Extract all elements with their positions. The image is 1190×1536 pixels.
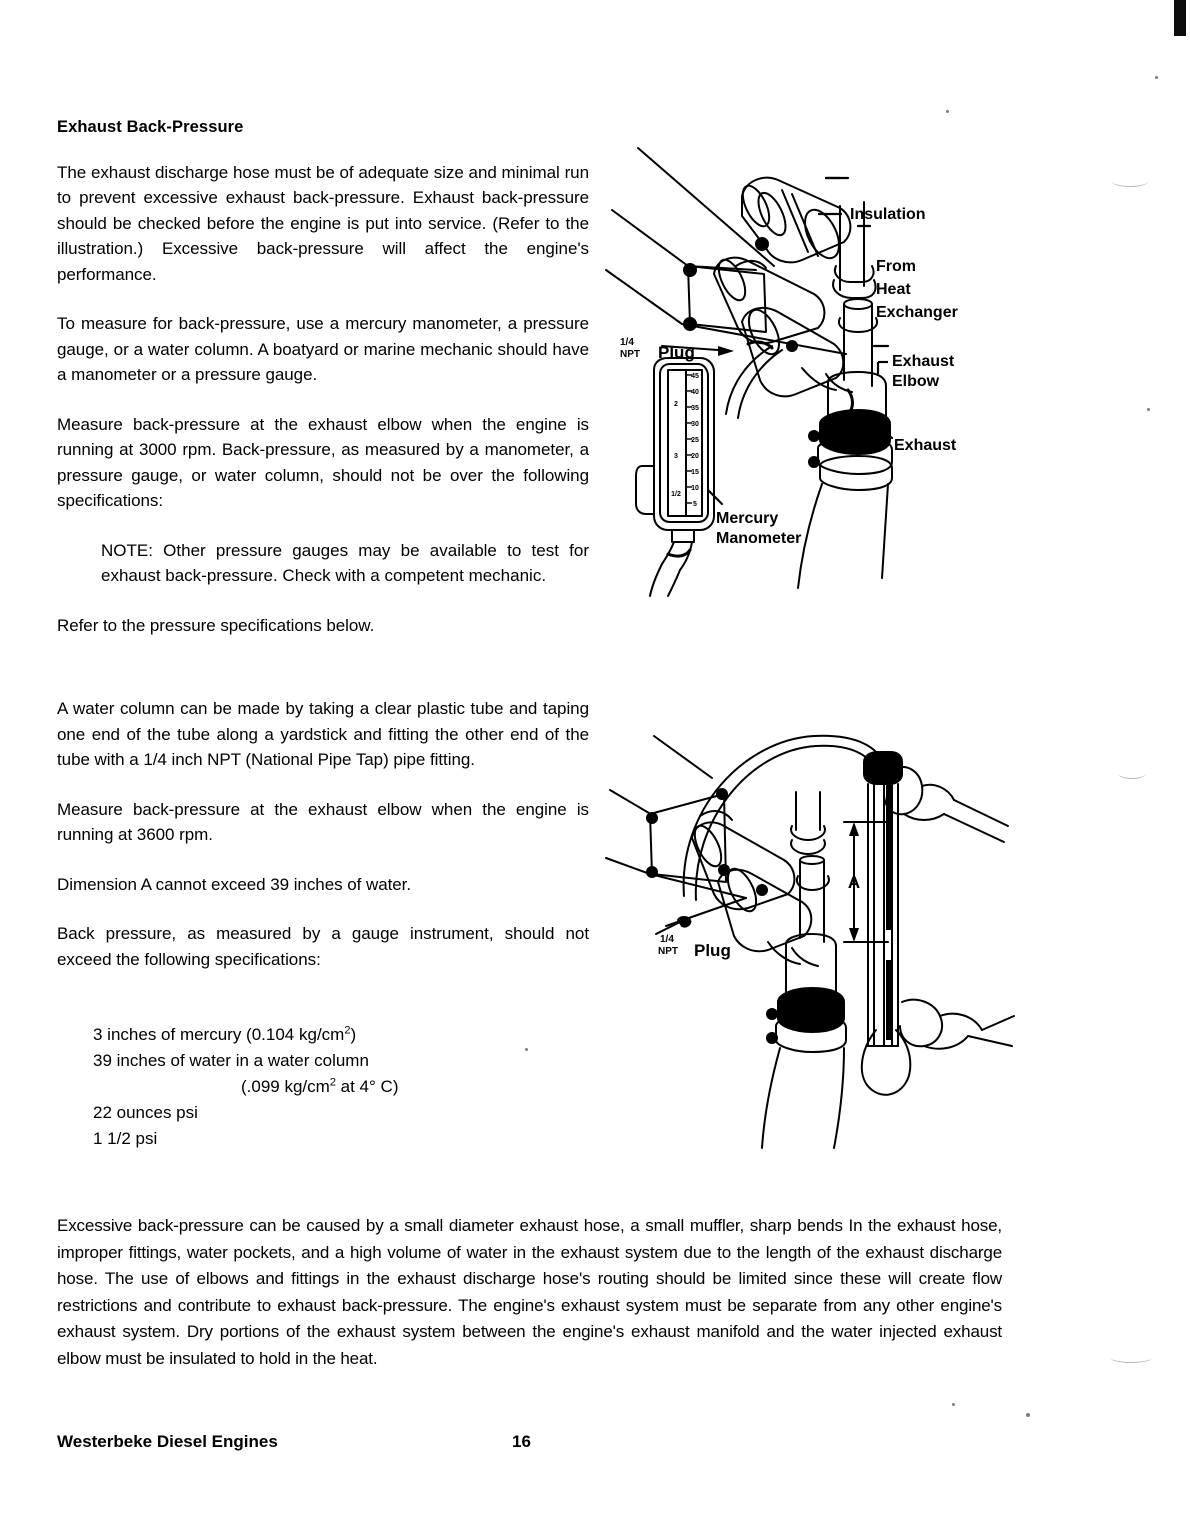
label-from: From: [876, 258, 916, 275]
label-exchanger: Exchanger: [876, 304, 958, 321]
page-title: Exhaust Back-Pressure: [57, 118, 244, 136]
svg-text:35: 35: [691, 405, 699, 412]
scan-smudge: [1118, 768, 1146, 779]
paragraph-measure-tools: To measure for back-pressure, use a mercury manometer, a pressure gauge, or a water column. A boatyard or marine mechanic should have a manometer or a pressure gauge.: [57, 314, 589, 385]
scan-speck: [1155, 76, 1158, 79]
footer-page-number: 16: [512, 1432, 531, 1451]
footer-manual-title: Westerbeke Diesel Engines: [57, 1432, 278, 1451]
spec-mercury-exponent: 2: [344, 1024, 351, 1037]
svg-text:3: 3: [674, 453, 678, 460]
spec-line-water-metric: [93, 1074, 553, 1100]
spec-line-mercury: [93, 1022, 553, 1048]
label-exhaust-elbow-1: Exhaust: [892, 353, 955, 370]
label-exhaust-elbow-2: Elbow: [892, 373, 940, 390]
label-mercury: Mercury: [716, 510, 779, 527]
svg-text:2: 2: [674, 401, 678, 408]
spec-line-water: 39 inches of water in a water column: [93, 1051, 369, 1070]
paragraph-water-column-build: A water column can be made by taking a clear plastic tube and taping one end of the tube along a yardstick and fitting the other end of the tube with a 1/4 inch NPT (National Pipe Tap) pipe fitting.: [57, 699, 589, 770]
paragraph-dimension-a: Dimension A cannot exceed 39 inches of water.: [57, 874, 412, 894]
spec-mercury-post: ): [350, 1025, 357, 1044]
svg-text:20: 20: [691, 453, 699, 460]
svg-text:10: 10: [691, 485, 699, 492]
scan-speck: [1026, 1413, 1030, 1417]
paragraph-refer-specs: Refer to the pressure specifications below.: [57, 615, 375, 635]
label-exhaust: Exhaust: [894, 437, 957, 454]
spec-mercury-pre: 3 inches of mercury (0.104 kg/cm: [93, 1025, 345, 1044]
label-npt-fraction-bottom: 1/4: [660, 934, 674, 945]
figure-water-column: [596, 730, 1016, 1150]
scan-smudge: [1112, 176, 1148, 187]
label-insulation: Insulation: [850, 206, 926, 223]
svg-text:45: 45: [691, 373, 699, 380]
label-dimension-a: A: [847, 873, 861, 892]
label-plug-bottom: Plug: [694, 941, 731, 960]
paragraph-gap: [57, 662, 589, 696]
paragraph-intro: The exhaust discharge hose must be of adequate size and minimal run to prevent excessive exhaust back-pressure. Exhaust back-pressure should be checked before the engine is put into service. (Refer to the illustration.) Excessive back-pressure will affect the engine's performance.: [57, 162, 589, 284]
paragraph-causes-of-back-pressure: Excessive back-pressure can be caused by a small diameter exhaust hose, a small muffler, sharp bends In the exhaust hose, improper fittings, water pockets, and a high volume of water in the exhaust system due to the length of the exhaust discharge hose. The use of elbows and fittings in the exhaust discharge hose's routing should be limited since these will create flow restrictions and contribute to exhaust back-pressure. The engine's exhaust system must be separate from any other engine's exhaust system. Dry portions of the exhaust system between the engine's exhaust manifold and the water injected exhaust elbow must be insulated to hold in the heat.: [57, 1216, 1002, 1368]
svg-text:40: 40: [691, 389, 699, 396]
scan-speck: [1147, 408, 1150, 411]
scan-smudge: [1110, 1352, 1152, 1363]
svg-text:25: 25: [691, 437, 699, 444]
scan-speck: [952, 1403, 955, 1406]
label-plug: Plug: [658, 343, 695, 362]
label-heat: Heat: [876, 281, 911, 298]
scan-artifact-corner: [1174, 0, 1186, 36]
main-text-column: [57, 118, 589, 972]
spec-line-psi: 1 1/2 psi: [93, 1129, 158, 1148]
spec-line-ounces: 22 ounces psi: [93, 1103, 198, 1122]
label-manometer: Manometer: [716, 530, 802, 547]
label-npt-unit: NPT: [620, 349, 640, 360]
label-npt-unit-bottom: NPT: [658, 946, 678, 957]
svg-text:15: 15: [691, 469, 699, 476]
spec-water-exponent: 2: [329, 1076, 336, 1089]
paragraph-measure-3000rpm: Measure back-pressure at the exhaust elbow when the engine is running at 3000 rpm. Back-pressure, as measured by a manometer, a pressure gauge, or water column, should not be over the following specifications:: [57, 414, 589, 511]
note-block: [101, 538, 589, 589]
svg-text:30: 30: [691, 421, 699, 428]
label-npt-fraction: 1/4: [620, 337, 634, 348]
paragraph-gauge-specs-intro: Back pressure, as measured by a gauge instrument, should not exceed the following specifications:: [57, 924, 589, 969]
scan-speck: [946, 110, 949, 113]
svg-text:5: 5: [693, 501, 697, 508]
page-footer: [57, 1432, 1002, 1452]
spec-water-pre: (.099 kg/cm: [241, 1077, 330, 1096]
note-text: NOTE: Other pressure gauges may be available to test for exhaust back-pressure. Check with a competent mechanic.: [101, 540, 589, 586]
spec-water-post: at 4° C): [335, 1077, 399, 1096]
pressure-specifications-list: [93, 1022, 553, 1152]
figure-mercury-manometer: [596, 118, 1016, 598]
svg-text:1/2: 1/2: [671, 491, 681, 498]
paragraph-measure-3600rpm: Measure back-pressure at the exhaust elbow when the engine is running at 3600 rpm.: [57, 799, 589, 845]
